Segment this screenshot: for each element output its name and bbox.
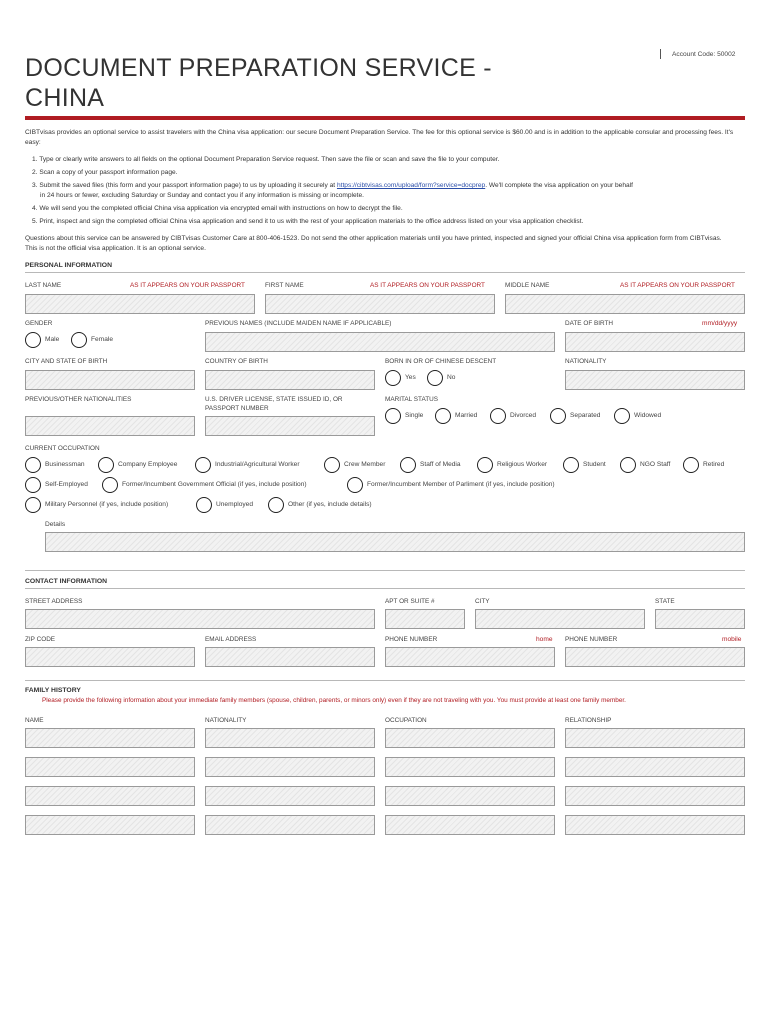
middle-name-hint: AS IT APPEARS ON YOUR PASSPORT	[620, 282, 735, 289]
occ-ngo-radio[interactable]	[620, 457, 636, 473]
account-code: Account Code: 50002	[672, 51, 736, 58]
questions-paragraph: Questions about this service can be answered by CIBTvisas Customer Care at 800-406-1523. Do not send the other application materials until you have printed, inspected and signed your official China visa application form from CIBTvisas. This is not the official visa application. It is an optional service.	[25, 235, 722, 252]
occ-self-employed-label: Self-Employed	[45, 481, 88, 488]
family-history-heading: FAMILY HISTORY	[25, 687, 81, 694]
home-phone-label: PHONE NUMBER	[385, 636, 438, 643]
step-3-text: 3. Submit the saved files (this form and your passport information page) to us by uploading it securely at	[32, 182, 336, 189]
occ-company-employee-label: Company Employee	[118, 461, 178, 468]
zip-input[interactable]	[25, 647, 195, 667]
country-birth-input[interactable]	[205, 370, 375, 390]
step-1: 1. Type or clearly write answers to all fields on the optional Document Preparation Service request. Then save the file or scan and save the file to your computer.	[32, 156, 500, 163]
personal-info-rule	[25, 272, 745, 273]
marital-separated-radio[interactable]	[550, 408, 566, 424]
city-input[interactable]	[475, 609, 645, 629]
email-label: EMAIL ADDRESS	[205, 636, 257, 643]
contact-info-heading: CONTACT INFORMATION	[25, 578, 108, 585]
contact-top-rule	[25, 570, 745, 571]
state-input[interactable]	[655, 609, 745, 629]
occ-parliament-radio[interactable]	[347, 477, 363, 493]
middle-name-label: MIDDLE NAME	[505, 282, 550, 289]
mobile-phone-input[interactable]	[565, 647, 745, 667]
occ-government-radio[interactable]	[102, 477, 118, 493]
marital-divorced-radio[interactable]	[490, 408, 506, 424]
occ-retired-label: Retired	[703, 461, 725, 468]
mobile-phone-tag: mobile	[722, 636, 742, 643]
home-phone-input[interactable]	[385, 647, 555, 667]
occ-businessman-label: Businessman	[45, 461, 85, 468]
previous-names-label: PREVIOUS NAMES (INCLUDE MAIDEN NAME IF APPLICABLE)	[205, 320, 392, 327]
family-row3-name[interactable]	[25, 786, 195, 806]
email-input[interactable]	[205, 647, 375, 667]
occ-retired-radio[interactable]	[683, 457, 699, 473]
descent-no-label: No	[447, 374, 456, 381]
nationality-input[interactable]	[565, 370, 745, 390]
occ-company-employee-radio[interactable]	[98, 457, 114, 473]
occ-student-radio[interactable]	[563, 457, 579, 473]
gender-male-radio[interactable]	[25, 332, 41, 348]
street-input[interactable]	[25, 609, 375, 629]
page-title-line1: DOCUMENT PREPARATION SERVICE -	[25, 54, 492, 82]
previous-nationalities-label: PREVIOUS/OTHER NATIONALITIES	[25, 396, 132, 403]
family-row4-nationality[interactable]	[205, 815, 375, 835]
gender-female-radio[interactable]	[71, 332, 87, 348]
occ-religious-radio[interactable]	[477, 457, 493, 473]
step-3-continued: in 24 hours or fewer, excluding Saturday or Sunday and contact you if any information is missing or incomplete.	[40, 192, 364, 199]
occ-military-radio[interactable]	[25, 497, 41, 513]
step-4: 4. We will send you the completed official China visa application via encrypted email with instructions on how to decrypt the file.	[32, 205, 403, 212]
step-2: 2. Scan a copy of your passport information page.	[32, 169, 178, 176]
occ-self-employed-radio[interactable]	[25, 477, 41, 493]
city-state-birth-input[interactable]	[25, 370, 195, 390]
city-label: CITY	[475, 598, 490, 605]
family-col-relationship: RELATIONSHIP	[565, 717, 612, 724]
personal-info-heading: PERSONAL INFORMATION	[25, 262, 112, 269]
marital-single-radio[interactable]	[385, 408, 401, 424]
occ-unemployed-label: Unemployed	[216, 501, 254, 508]
occ-military-label: Military Personnel (if yes, include position)	[45, 501, 169, 508]
mobile-phone-label: PHONE NUMBER	[565, 636, 618, 643]
contact-info-rule	[25, 588, 745, 589]
occ-religious-label: Religious Worker	[497, 461, 548, 468]
last-name-label: LAST NAME	[25, 282, 62, 289]
title-underline	[25, 116, 745, 120]
previous-nationalities-input[interactable]	[25, 416, 195, 436]
family-row2-nationality[interactable]	[205, 757, 375, 777]
family-row4-name[interactable]	[25, 815, 195, 835]
marital-widowed-label: Widowed	[634, 412, 662, 419]
details-input[interactable]	[45, 532, 745, 552]
dob-input[interactable]	[565, 332, 745, 352]
city-state-birth-label: CITY AND STATE OF BIRTH	[25, 358, 108, 365]
occupation-label: CURRENT OCCUPATION	[25, 445, 100, 452]
marital-status-label: MARITAL STATUS	[385, 396, 439, 403]
marital-single-label: Single	[405, 412, 424, 419]
family-row2-relationship[interactable]	[565, 757, 745, 777]
marital-widowed-radio[interactable]	[614, 408, 630, 424]
chinese-descent-label: BORN IN OR OF CHINESE DESCENT	[385, 358, 497, 365]
country-birth-label: COUNTRY OF BIRTH	[205, 358, 268, 365]
step-3	[32, 181, 633, 191]
marital-married-radio[interactable]	[435, 408, 451, 424]
last-name-input[interactable]	[25, 294, 255, 314]
gender-female-label: Female	[91, 336, 113, 343]
license-label-line2: PASSPORT NUMBER	[205, 405, 269, 412]
family-row4-occupation[interactable]	[385, 815, 555, 835]
state-label: STATE	[655, 598, 675, 605]
family-row3-nationality[interactable]	[205, 786, 375, 806]
step-3-tail: . We'll complete the visa application on your behalf	[485, 182, 633, 189]
nationality-label: NATIONALITY	[565, 358, 607, 365]
occ-industrial-label: Industrial/Agricultural Worker	[215, 461, 300, 468]
family-row1-relationship[interactable]	[565, 728, 745, 748]
family-top-rule	[25, 680, 745, 681]
apt-label: APT OR SUITE #	[385, 598, 435, 605]
family-col-name: NAME	[25, 717, 44, 724]
intro-paragraph: CIBTvisas provides an optional service to assist travelers with the China visa application: our secure Document Preparation Service. The fee for this optional service is $60.00 and is in addition to the applicable consular and processing fees. It's easy:	[25, 129, 734, 146]
occ-government-label: Former/Incumbent Government Official (if yes, include position)	[122, 481, 307, 488]
family-col-occupation: OCCUPATION	[385, 717, 427, 724]
occ-crew-member-radio[interactable]	[324, 457, 340, 473]
marital-separated-label: Separated	[570, 412, 601, 419]
family-instruction: Please provide the following information about your immediate family members (spouse, children, parents, or minors only) even if they are not traveling with you. You must provide at least one family member.	[42, 697, 626, 704]
upload-link[interactable]: https://cibtvisas.com/upload/form?service=docprep	[336, 182, 486, 189]
zip-label: ZIP CODE	[25, 636, 56, 643]
occ-crew-member-label: Crew Member	[344, 461, 386, 468]
dob-format: mm/dd/yyyy	[702, 320, 738, 327]
middle-name-input[interactable]	[505, 294, 745, 314]
marital-divorced-label: Divorced	[510, 412, 537, 419]
first-name-hint: AS IT APPEARS ON YOUR PASSPORT	[370, 282, 485, 289]
family-row1-name[interactable]	[25, 728, 195, 748]
license-input[interactable]	[205, 416, 375, 436]
occ-businessman-radio[interactable]	[25, 457, 41, 473]
family-row2-occupation[interactable]	[385, 757, 555, 777]
family-row1-occupation[interactable]	[385, 728, 555, 748]
header-divider-mark	[660, 49, 661, 59]
first-name-input[interactable]	[265, 294, 495, 314]
family-row3-relationship[interactable]	[565, 786, 745, 806]
occ-industrial-radio[interactable]	[195, 457, 211, 473]
first-name-label: FIRST NAME	[265, 282, 304, 289]
occ-parliament-label: Former/Incumbent Member of Parliment (if yes, include position)	[367, 481, 555, 488]
details-label: Details	[45, 521, 66, 528]
previous-names-input[interactable]	[205, 332, 555, 352]
occ-staff-media-label: Staff of Media	[420, 461, 461, 468]
marital-married-label: Married	[455, 412, 478, 419]
gender-male-label: Male	[45, 336, 60, 343]
occ-other-label: Other (if yes, include details)	[288, 501, 372, 508]
gender-label: GENDER	[25, 320, 53, 327]
last-name-hint: AS IT APPEARS ON YOUR PASSPORT	[130, 282, 245, 289]
page-title-line2: CHINA	[25, 84, 105, 112]
occ-staff-media-radio[interactable]	[400, 457, 416, 473]
street-label: STREET ADDRESS	[25, 598, 83, 605]
descent-no-radio[interactable]	[427, 370, 443, 386]
family-row1-nationality[interactable]	[205, 728, 375, 748]
descent-yes-label: Yes	[405, 374, 416, 381]
step-5: 5. Print, inspect and sign the completed official China visa application and send it to us with the rest of your application materials to the office address listed on your visa application checklist.	[32, 218, 584, 225]
home-phone-tag: home	[536, 636, 553, 643]
family-row3-occupation[interactable]	[385, 786, 555, 806]
dob-label: DATE OF BIRTH	[565, 320, 614, 327]
license-label-line1: U.S. DRIVER LICENSE, STATE ISSUED ID, OR	[205, 396, 343, 403]
apt-input[interactable]	[385, 609, 465, 629]
family-row2-name[interactable]	[25, 757, 195, 777]
occ-student-label: Student	[583, 461, 606, 468]
family-col-nationality: NATIONALITY	[205, 717, 247, 724]
occ-ngo-label: NGO Staff	[640, 461, 671, 468]
family-row4-relationship[interactable]	[565, 815, 745, 835]
descent-yes-radio[interactable]	[385, 370, 401, 386]
occ-other-radio[interactable]	[268, 497, 284, 513]
occ-unemployed-radio[interactable]	[196, 497, 212, 513]
